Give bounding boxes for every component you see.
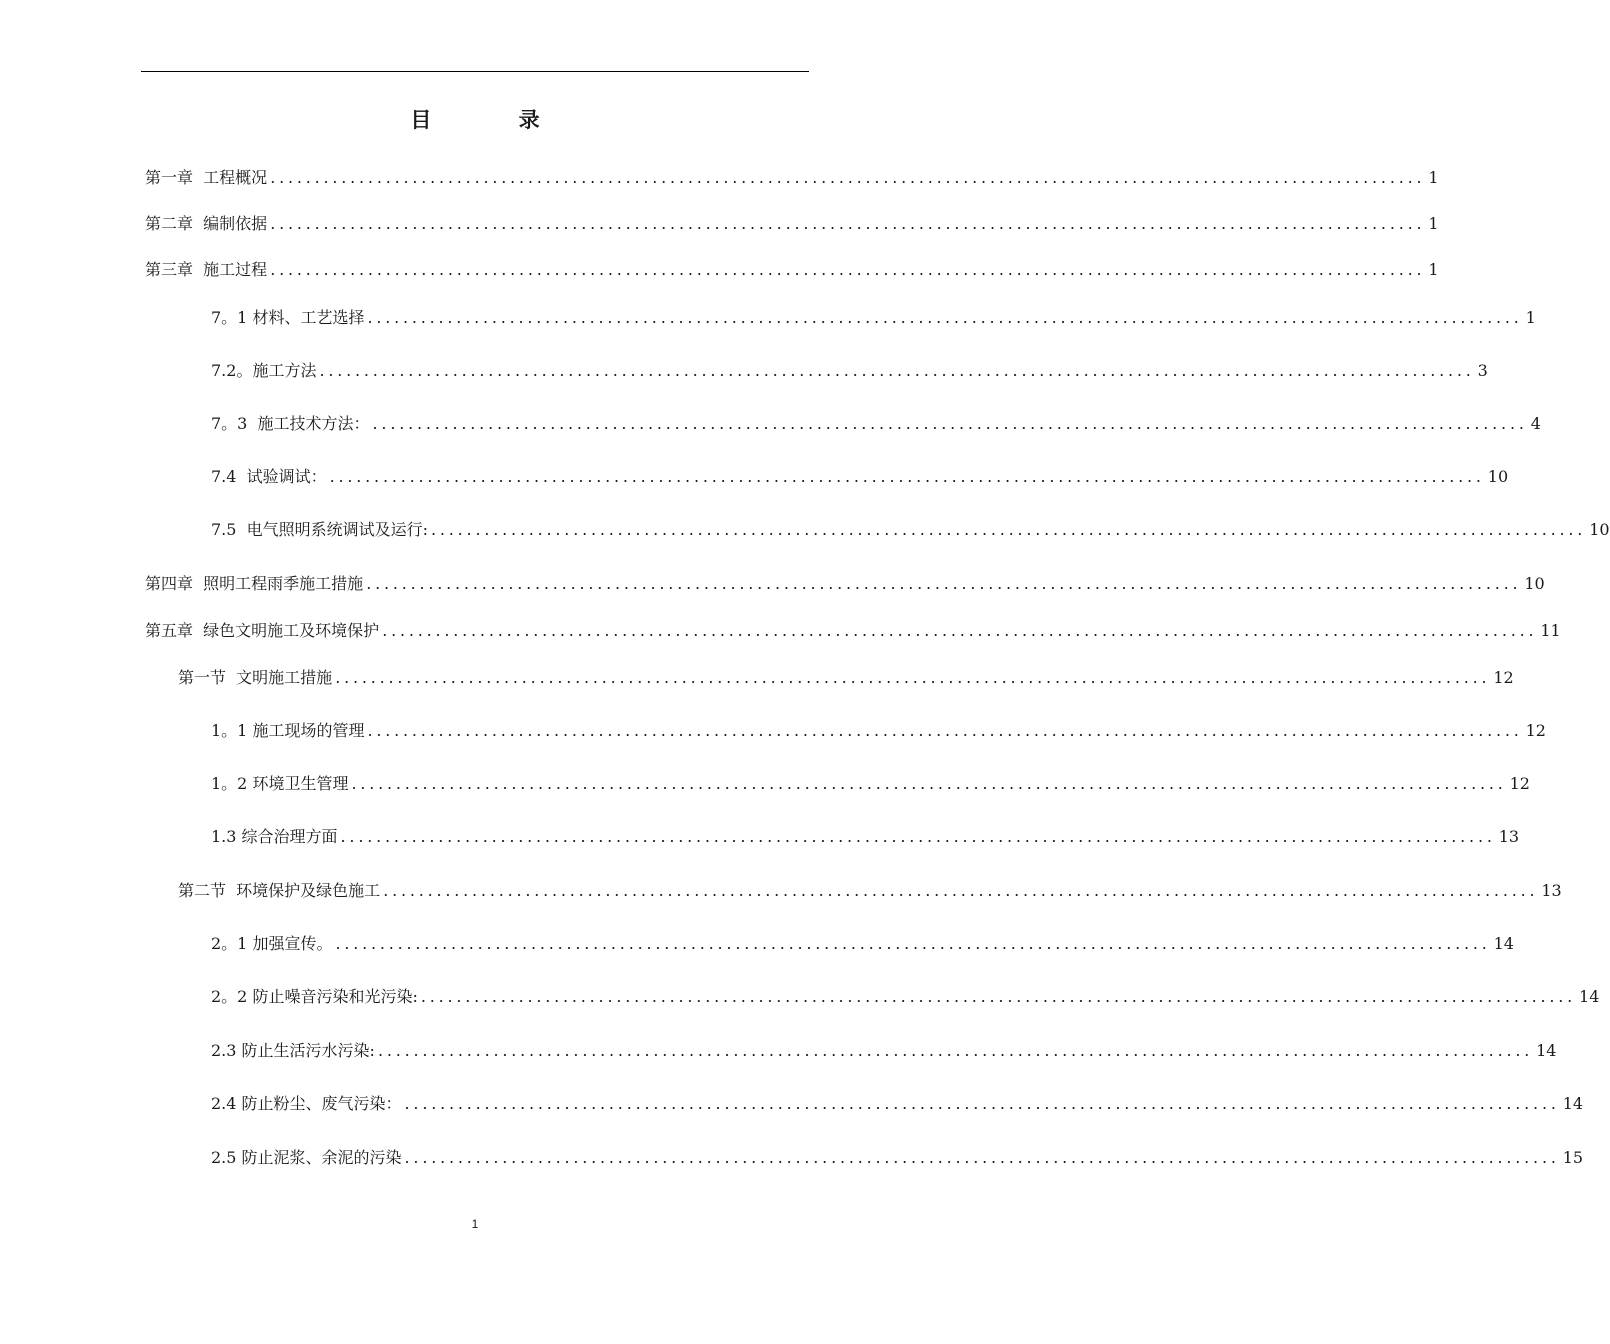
toc-entry-label: 第一节 文明施工措施: [178, 668, 333, 687]
toc-entry-page: 10: [1524, 574, 1545, 593]
dot-leader: ..................................................................................................................................: [420, 987, 1577, 1006]
dot-leader: ..................................................................................................................................: [366, 574, 1522, 593]
toc-entry-page: 1: [1428, 168, 1439, 187]
toc-entry[interactable]: [145, 572, 1545, 596]
toc-entry-page: 1: [1525, 308, 1536, 327]
dot-leader: ..................................................................................................................................: [383, 881, 1539, 900]
toc-entry-page: 14: [1536, 1041, 1557, 1060]
toc-entry-page: 14: [1493, 934, 1514, 953]
dot-leader: ..................................................................................................................................: [431, 520, 1587, 539]
toc-entry-page: 1: [1428, 214, 1439, 233]
dot-leader: ..................................................................................................................................: [270, 260, 1426, 279]
toc-entry[interactable]: [211, 772, 1530, 796]
toc-entry-label: 2。1 加强宣传。: [211, 934, 333, 953]
toc-entry-label: 7。1 材料、工艺选择: [211, 308, 365, 327]
dot-leader: ..................................................................................................................................: [335, 934, 1491, 953]
toc-entry-page: 10: [1589, 520, 1610, 539]
dot-leader: ..................................................................................................................................: [319, 361, 1475, 380]
toc-entry-label: 7.5 电气照明系统调试及运行:: [211, 520, 429, 539]
dot-leader: ..................................................................................................................................: [404, 1148, 1560, 1167]
toc-entry[interactable]: [211, 465, 1509, 489]
toc-entry[interactable]: [145, 212, 1439, 236]
dot-leader: ..................................................................................................................................: [367, 721, 1523, 740]
dot-leader: ..................................................................................................................................: [404, 1094, 1560, 1113]
toc-entry-label: 第二节 环境保护及绿色施工: [178, 881, 381, 900]
toc-entry-page: 12: [1525, 721, 1546, 740]
toc-entry-label: 2.3 防止生活污水污染:: [211, 1041, 375, 1060]
toc-entry-label: 7.2。施工方法: [211, 361, 317, 380]
toc-title: 目 录: [410, 108, 580, 132]
toc-entry[interactable]: [211, 1092, 1584, 1116]
toc-entry-page: 11: [1540, 621, 1561, 640]
toc-entry-page: 13: [1498, 827, 1520, 846]
dot-leader: ..................................................................................................................................: [377, 1041, 1534, 1060]
page-number: 1: [471, 1217, 479, 1231]
toc-entry[interactable]: [178, 879, 1562, 903]
dot-leader: ..................................................................................................................................: [329, 467, 1485, 486]
toc-entry-page: 10: [1487, 467, 1509, 486]
toc-entry-label: 第五章 绿色文明施工及环境保护: [145, 621, 380, 640]
toc-entry-page: 15: [1562, 1148, 1584, 1167]
toc-entry-page: 3: [1477, 361, 1488, 380]
dot-leader: ..................................................................................................................................: [367, 308, 1523, 327]
toc-entry-label: 1。2 环境卫生管理: [211, 774, 349, 793]
toc-entry-label: 第三章 施工过程: [145, 260, 268, 279]
dot-leader: ..................................................................................................................................: [270, 214, 1426, 233]
toc-entry-label: 第四章 照明工程雨季施工措施: [145, 574, 364, 593]
toc-entry[interactable]: [211, 985, 1600, 1009]
toc-entry-page: 4: [1530, 414, 1541, 433]
toc-entry-label: 1.3 综合治理方面: [211, 827, 338, 846]
toc-entry[interactable]: [211, 1039, 1557, 1063]
dot-leader: ..................................................................................................................................: [351, 774, 1507, 793]
toc-entry-label: 7.4 试验调试：: [211, 467, 327, 486]
dot-leader: ..................................................................................................................................: [382, 621, 1538, 640]
toc-entry-label: 1。1 施工现场的管理: [211, 721, 365, 740]
toc-entry[interactable]: [211, 719, 1546, 743]
toc-entry[interactable]: [211, 932, 1514, 956]
toc-entry[interactable]: [211, 1146, 1584, 1170]
toc-entry-page: 1: [1428, 260, 1439, 279]
toc-entry[interactable]: [145, 258, 1439, 282]
toc-entry[interactable]: [145, 619, 1561, 643]
toc-entry-page: 13: [1541, 881, 1562, 900]
toc-entry-label: 7。3 施工技术方法：: [211, 414, 370, 433]
toc-entry[interactable]: [211, 412, 1541, 436]
toc-entry-page: 12: [1509, 774, 1530, 793]
toc-entry[interactable]: [178, 666, 1514, 690]
toc-entry-page: 12: [1493, 668, 1514, 687]
toc-entry-label: 第二章 编制依据: [145, 214, 268, 233]
toc-entry-page: 14: [1562, 1094, 1584, 1113]
toc-entry-page: 14: [1579, 987, 1600, 1006]
toc-entry-label: 2。2 防止噪音污染和光污染:: [211, 987, 418, 1006]
dot-leader: ..................................................................................................................................: [335, 668, 1491, 687]
toc-entry[interactable]: [211, 306, 1536, 330]
toc-entry[interactable]: [145, 166, 1439, 190]
dot-leader: ..................................................................................................................................: [372, 414, 1528, 433]
toc-entry-label: 第一章 工程概况: [145, 168, 268, 187]
toc-entry-label: 2.5 防止泥浆、余泥的污染: [211, 1148, 402, 1167]
toc-entry[interactable]: [211, 825, 1520, 849]
dot-leader: ..................................................................................................................................: [340, 827, 1496, 846]
toc-entry[interactable]: [211, 359, 1488, 383]
toc-entry[interactable]: [211, 518, 1610, 542]
dot-leader: ..................................................................................................................................: [270, 168, 1426, 187]
toc-entry-label: 2.4 防止粉尘、废气污染：: [211, 1094, 402, 1113]
